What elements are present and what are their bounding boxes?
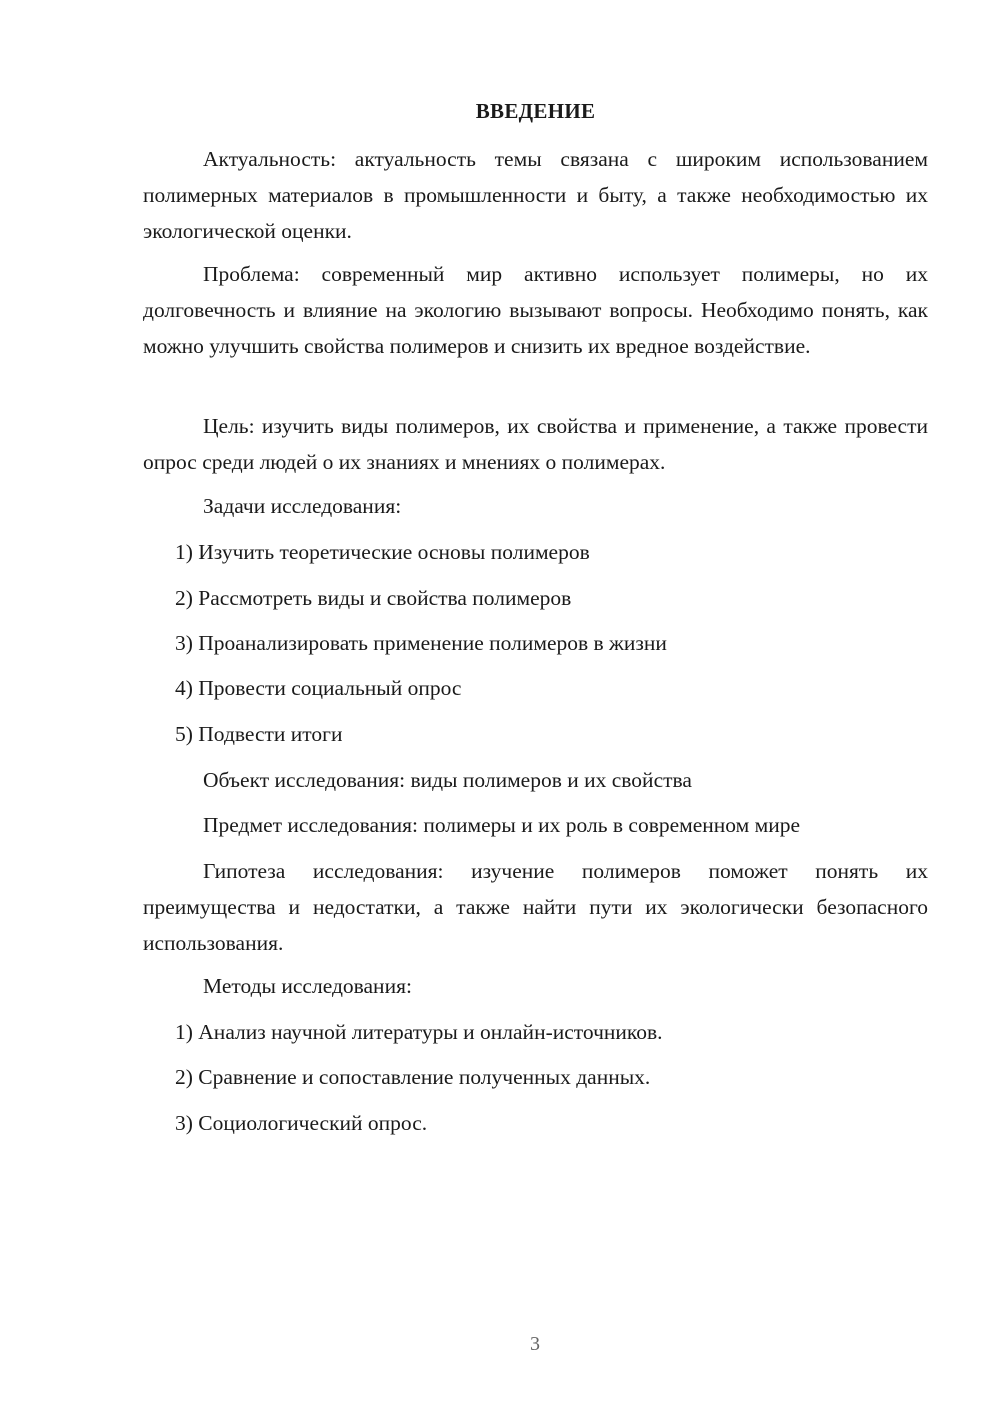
task-item: 4) Провести социальный опрос xyxy=(175,676,462,700)
task-item: 3) Проанализировать применение полимеров в жизни xyxy=(175,631,667,655)
hypothesis-paragraph: Гипотеза исследования: изучение полимеров поможет понять их преимущества и недостатки, а также найти пути их экологически безопасного использования. xyxy=(143,859,928,955)
relevance-paragraph: Актуальность: актуальность темы связана с широким использованием полимерных материалов в промышленности и быту, а также необходимостью их экологической оценки. xyxy=(143,147,928,243)
method-item: 3) Социологический опрос. xyxy=(175,1111,428,1135)
method-item: 2) Сравнение и сопоставление полученных данных. xyxy=(175,1065,651,1089)
goal-paragraph: Цель: изучить виды полимеров, их свойства и применение, а также провести опрос среди людей о их знаниях и мнениях о полимерах. xyxy=(143,414,928,474)
page-title: ВВЕДЕНИЕ xyxy=(475,99,596,123)
problem-paragraph: Проблема: современный мир активно использует полимеры, но их долговечность и влияние на экологию вызывают вопросы. Необходимо понять, как можно улучшить свойства полимеров и снизить их вредное воздействие. xyxy=(143,262,928,358)
task-item: 1) Изучить теоретические основы полимеров xyxy=(175,540,590,564)
task-item: 5) Подвести итоги xyxy=(175,722,343,746)
page-number: 3 xyxy=(530,1333,540,1355)
methods-heading: Методы исследования: xyxy=(203,974,412,998)
research-object: Объект исследования: виды полимеров и их свойства xyxy=(203,768,692,792)
method-item: 1) Анализ научной литературы и онлайн-источников. xyxy=(175,1020,663,1044)
task-item: 2) Рассмотреть виды и свойства полимеров xyxy=(175,586,572,610)
research-subject: Предмет исследования: полимеры и их роль в современном мире xyxy=(203,813,801,837)
tasks-heading: Задачи исследования: xyxy=(203,494,402,518)
